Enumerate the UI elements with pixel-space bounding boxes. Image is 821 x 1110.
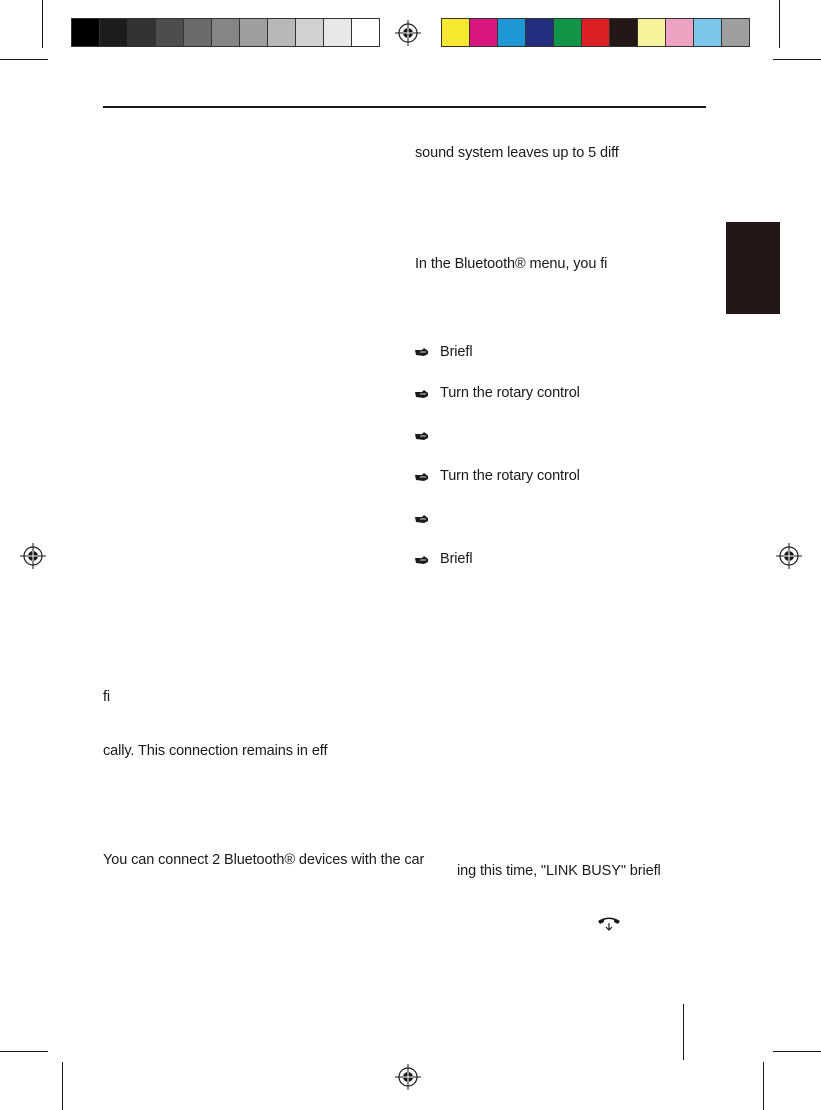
pointing-hand-icon (415, 431, 429, 441)
text-line: sound system leaves up to 5 diff (415, 145, 619, 161)
text-line: In the Bluetooth® menu, you fi (415, 256, 608, 272)
page-edge-line (683, 1004, 684, 1060)
registration-target-icon (395, 20, 421, 46)
color-swatch (581, 18, 610, 47)
color-swatch (525, 18, 554, 47)
language-tab (726, 222, 780, 314)
color-swatch (721, 18, 750, 47)
text-line: You can connect 2 Bluetooth® devices with the car (103, 852, 425, 868)
phone-hangup-icon (596, 916, 622, 932)
color-swatch (183, 18, 212, 47)
step-text: Briefl (440, 344, 473, 360)
pointing-hand-icon (415, 555, 429, 565)
registration-target-icon (776, 543, 802, 569)
step-text: Turn the rotary control (440, 468, 580, 484)
color-swatch (609, 18, 638, 47)
color-swatch (99, 18, 128, 47)
color-calibration-bar (441, 18, 749, 47)
color-swatch (323, 18, 352, 47)
crop-mark (773, 1051, 821, 1052)
pointing-hand-icon (415, 514, 429, 524)
pointing-hand-icon (415, 347, 429, 357)
pointing-hand-icon (415, 389, 429, 399)
crop-mark (763, 1062, 764, 1110)
color-swatch (267, 18, 296, 47)
color-swatch (239, 18, 268, 47)
color-swatch (155, 18, 184, 47)
crop-mark (42, 0, 43, 48)
step-text: Briefl (440, 551, 473, 567)
grayscale-calibration-bar (71, 18, 379, 47)
color-swatch (693, 18, 722, 47)
color-swatch (295, 18, 324, 47)
color-swatch (351, 18, 380, 47)
crop-mark (62, 1062, 63, 1110)
text-line: fi (103, 689, 111, 705)
header-rule (103, 106, 706, 108)
color-swatch (71, 18, 100, 47)
color-swatch (637, 18, 666, 47)
color-swatch (553, 18, 582, 47)
color-swatch (441, 18, 470, 47)
color-swatch (497, 18, 526, 47)
step-text: Turn the rotary control (440, 385, 580, 401)
pointing-hand-icon (415, 472, 429, 482)
color-swatch (469, 18, 498, 47)
registration-target-icon (395, 1064, 421, 1090)
color-swatch (665, 18, 694, 47)
crop-mark (0, 1051, 48, 1052)
color-swatch (211, 18, 240, 47)
color-swatch (127, 18, 156, 47)
crop-mark (779, 0, 780, 48)
text-line: ing this time, "LINK BUSY" briefl (457, 863, 661, 879)
registration-target-icon (20, 543, 46, 569)
crop-mark (773, 59, 821, 60)
text-line: cally. This connection remains in eff (103, 743, 328, 759)
crop-mark (0, 59, 48, 60)
